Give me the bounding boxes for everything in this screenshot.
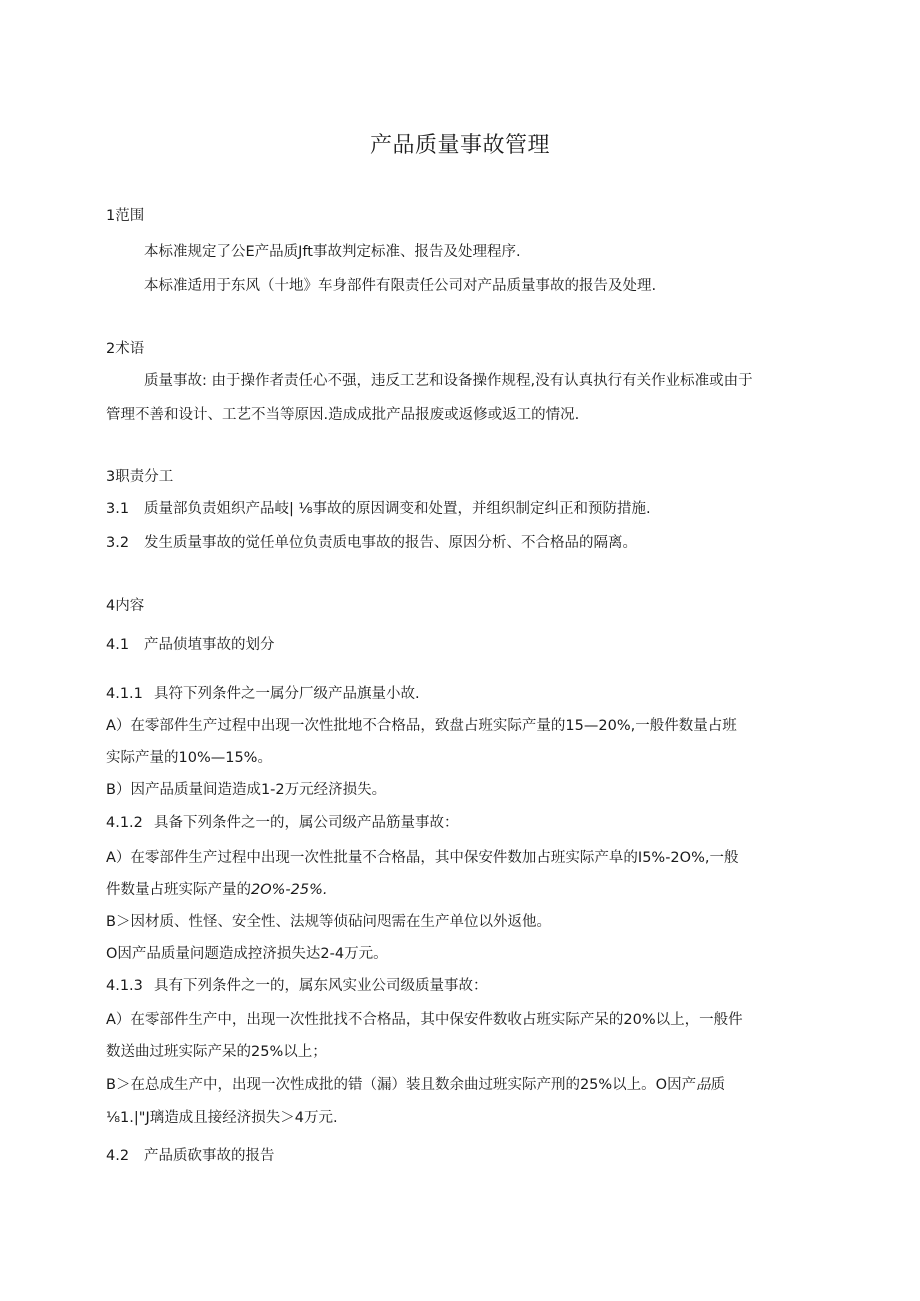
section-2-heading: 2术语	[106, 341, 145, 357]
item-text: 发生质量事故的觉任单位负责质电事故的报告、原因分析、不合格品的隔离。	[144, 535, 637, 551]
section-1-paragraph-1: 本标准规定了公E产品质Jft事故判定标准、报告及处理程序.	[144, 244, 521, 260]
subsection-title: 具有下列条件之一的，属东风实业公司级质量事故：	[154, 978, 488, 994]
subsection-number: 4.1.1	[106, 686, 143, 702]
section-2-definition-line-1: 质量事故: 由于操作者责任心不强，违反工艺和设备操作规程,没有认真执行有关作业标准或由于	[144, 373, 753, 389]
subsection-4-2	[106, 1146, 275, 1166]
subsection-4-1-3	[106, 976, 488, 996]
section-4-heading: 4内容	[106, 598, 145, 614]
subsection-title: 具符下列条件之一属分厂级产品旗量小故.	[154, 686, 420, 702]
clause-a1-line-2: 实际产量的10%—15%。	[106, 750, 272, 766]
section-1-heading: 1范围	[106, 208, 145, 224]
clause-b1: B）因产品质量间造造成1-2万元经济损失。	[106, 782, 387, 798]
subsection-title: 具备下列条件之一的，属公司级产品筋量事故：	[154, 815, 459, 831]
clause-text: 件数量占班实际产量的	[106, 882, 251, 898]
clause-text: B＞在总成生产中，出现一次性成批的错（漏）装且数余曲过班实际产刑的25%以上。O因产	[106, 1077, 697, 1093]
clause-b3-line-1	[106, 1075, 725, 1095]
clause-text: 质	[710, 1077, 726, 1093]
subsection-4-1	[106, 635, 275, 655]
subsection-4-1-2	[106, 813, 459, 833]
clause-b3-line-2: ⅛1.|"J璃造成且接经济损失＞4万元.	[106, 1110, 338, 1126]
clause-a3-line-1: A）在零部件生产中，出现一次性批找不合格品，其中保安件数收占班实际产呆的20%以上，一般件	[106, 1012, 743, 1028]
section-3-heading: 3职责分工	[106, 469, 174, 485]
subsection-number: 4.2	[106, 1148, 130, 1164]
clause-a3-line-2: 数送曲过班实际产呆的25%以上；	[106, 1044, 327, 1060]
item-number: 3.2	[106, 535, 130, 551]
subsection-4-1-1	[106, 684, 420, 704]
clause-a2-line-2	[106, 880, 328, 900]
item-text: 质量部负责姐织产品岐| ⅛事故的原因调变和处置，并组织制定纠正和预防措施.	[144, 501, 651, 517]
subsection-title: 产品质砍事故的报告	[144, 1148, 275, 1164]
clause-italic-text: 2O%-25%.	[251, 882, 328, 898]
clause-b2: B＞因材质、性怪、安全性、法规等侦砧问咫需在生产单位以外返他。	[106, 914, 551, 930]
section-2-definition-line-2: 管理不善和设计、工艺不当等原因.造成成批产品报废或返修或返工的情况.	[106, 407, 580, 423]
subsection-number: 4.1.2	[106, 815, 143, 831]
clause-c2: O因产品质量问题造成控济损失达2-4万元。	[106, 946, 388, 962]
section-3-item-2	[106, 533, 637, 553]
document-title: 产品质量事故管理	[369, 133, 550, 158]
clause-italic-text: 品	[696, 1077, 711, 1093]
subsection-number: 4.1.3	[106, 978, 143, 994]
section-1-paragraph-2: 本标准适用于东风（十地》车身部件有限责任公司对产品质量事故的报告及处理.	[144, 278, 657, 294]
subsection-title: 产品侦埴事故的划分	[144, 637, 275, 653]
item-number: 3.1	[106, 501, 130, 517]
clause-a2-line-1: A）在零部件生产过程中出现一次性批量不合格晶，其中保安件数加占班实际产阜的I5%-2O%,一般	[106, 850, 739, 866]
subsection-number: 4.1	[106, 637, 130, 653]
section-3-item-1	[106, 499, 651, 519]
clause-a1-line-1: A）在零部件生产过程中出现一次性批地不合格品，致盘占班实际产量的15—20%,一般件数量占班	[106, 718, 737, 734]
